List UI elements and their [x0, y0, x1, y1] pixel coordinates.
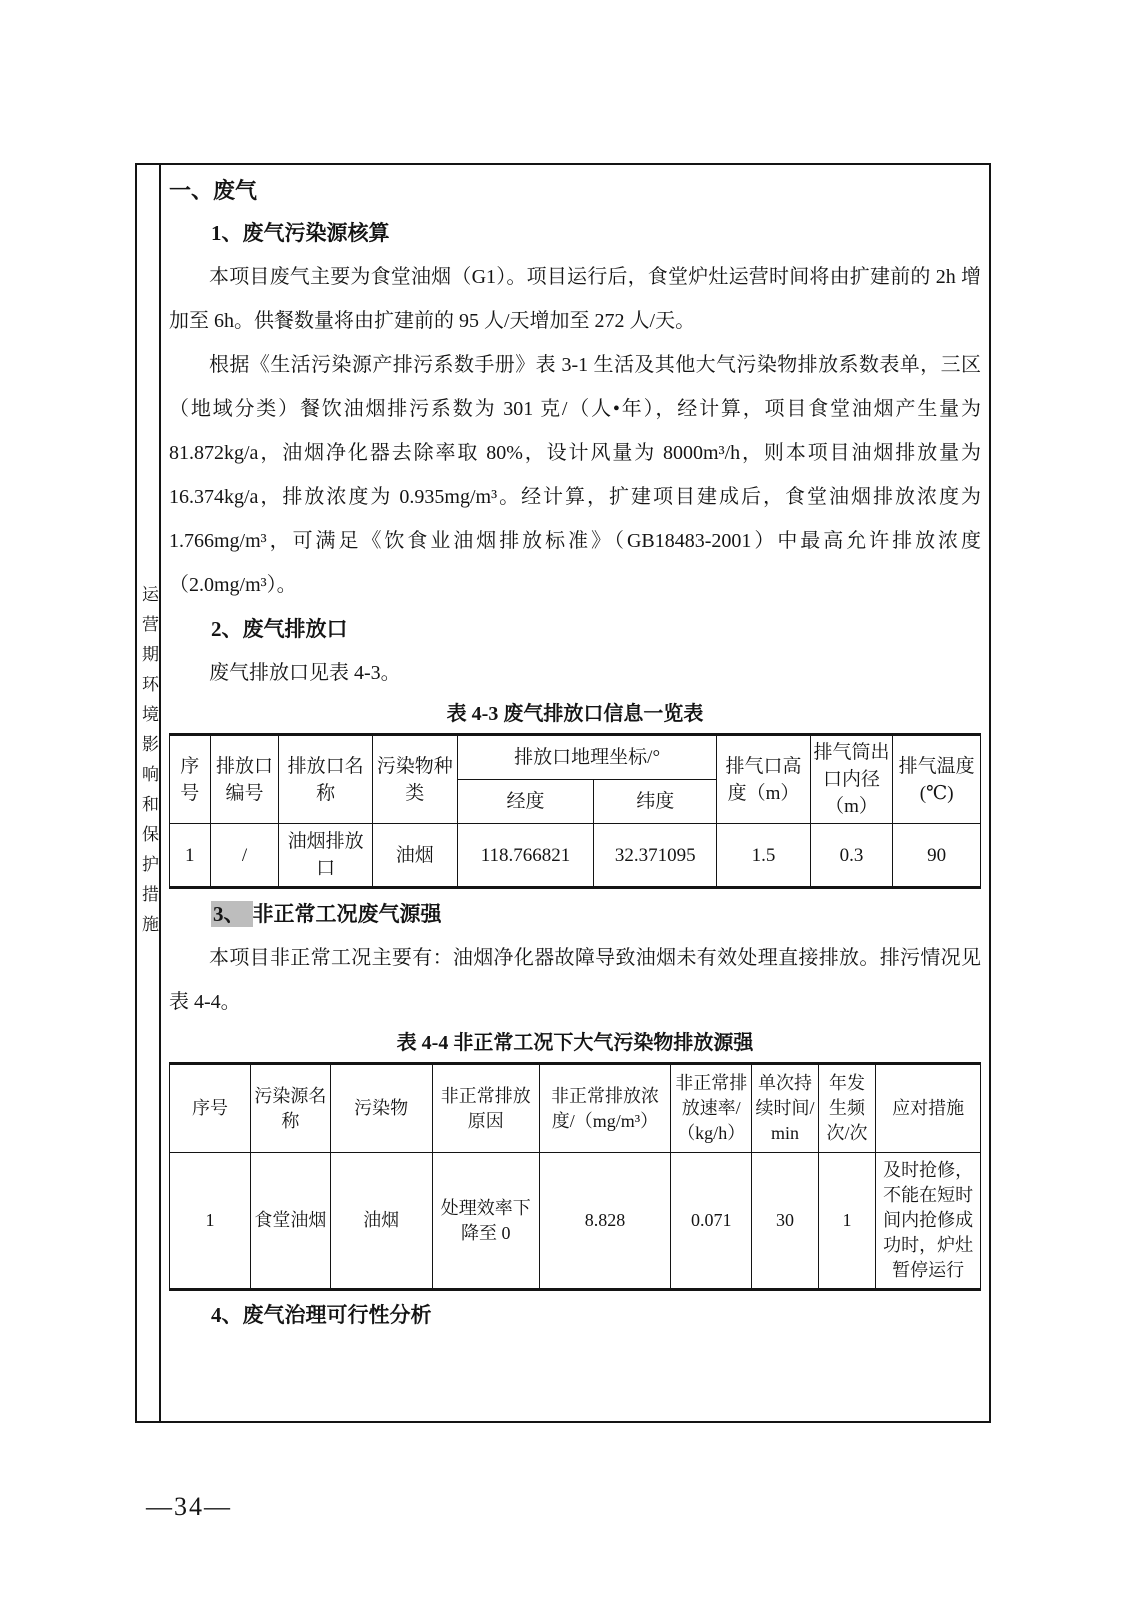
t44-header-abnormal-concentration: 非正常排放浓度/（mg/m³） [539, 1064, 670, 1153]
t43-cell-temperature: 90 [893, 824, 981, 888]
document-frame [135, 163, 991, 1423]
t44-cell-index: 1 [170, 1153, 251, 1290]
paragraph-project-overview: 本项目废气主要为食堂油烟（G1）。项目运行后，食堂炉灶运营时间将由扩建前的 2h 增加至 6h。供餐数量将由扩建前的 95 人/天增加至 272 人/天。 [169, 266, 981, 332]
t43-header-pollutant-type: 污染物种类 [372, 735, 457, 824]
t43-header-latitude: 纬度 [594, 780, 717, 824]
table-4-4-title: 表 4-4 非正常工况下大气污染物排放源强 [396, 1032, 754, 1054]
sidebar-strip [137, 165, 161, 1421]
t44-cell-abnormal-concentration: 8.828 [539, 1153, 670, 1290]
t43-cell-index: 1 [170, 824, 211, 888]
t43-header-outlet-no: 排放口编号 [210, 735, 279, 824]
t44-cell-duration: 30 [752, 1153, 819, 1290]
t43-cell-outlet-no: / [210, 824, 279, 888]
t43-cell-longitude: 118.766821 [457, 824, 593, 888]
section-heading-waste-gas: 一、废气 [169, 178, 258, 203]
t44-cell-countermeasure: 及时抢修，不能在短时间内抢修成功时，炉灶暂停运行 [876, 1153, 981, 1290]
subsection-3-title-text: 非正常工况废气源强 [252, 902, 442, 926]
table-4-4-header-row [170, 1064, 981, 1153]
t44-header-abnormal-rate: 非正常排放速率/（kg/h） [671, 1064, 752, 1153]
subsection-2-heading: 2、废气排放口 [211, 617, 348, 641]
t43-header-temperature: 排气温度(℃) [893, 735, 981, 824]
paragraph-outlet-reference: 废气排放口见表 4-3。 [209, 662, 401, 684]
t44-cell-source-name: 食堂油烟 [251, 1153, 330, 1290]
t43-header-longitude: 经度 [457, 780, 593, 824]
t43-header-diameter: 排气筒出口内径（m） [810, 735, 893, 824]
paragraph-abnormal-condition: 本项目非正常工况主要有：油烟净化器故障导致油烟未有效处理直接排放。排污情况见表 4-4。 [169, 947, 981, 1013]
t43-header-index: 序号 [170, 735, 211, 824]
t44-cell-pollutant: 油烟 [330, 1153, 432, 1290]
subsection-3-number-highlight: 3、 [211, 901, 253, 927]
t44-header-countermeasure: 应对措施 [876, 1064, 981, 1153]
t44-header-index: 序号 [170, 1064, 251, 1153]
table-4-3-title: 表 4-3 废气排放口信息一览表 [446, 703, 704, 725]
t43-header-coordinates: 排放口地理坐标/° [457, 735, 717, 780]
t44-header-annual-frequency: 年发生频次/次 [818, 1064, 876, 1153]
t44-header-duration: 单次持续时间/min [752, 1064, 819, 1153]
t43-header-outlet-name: 排放口名称 [279, 735, 372, 824]
subsection-3-heading [169, 892, 981, 936]
t44-header-pollutant: 污染物 [330, 1064, 432, 1153]
page-number: —34— [146, 1492, 232, 1521]
t44-header-abnormal-cause: 非正常排放原因 [432, 1064, 539, 1153]
t43-header-height: 排气口高度（m） [717, 735, 810, 824]
table-4-3-header-row-1 [170, 735, 981, 780]
t43-cell-pollutant-type: 油烟 [372, 824, 457, 888]
table-4-4 [169, 1062, 981, 1291]
sidebar-vertical-label: 运营期环境影响和保护措施 [139, 585, 158, 945]
document-content [161, 165, 989, 1421]
table-4-4-data-row [170, 1153, 981, 1290]
t44-header-source-name: 污染源名称 [251, 1064, 330, 1153]
t43-cell-diameter: 0.3 [810, 824, 893, 888]
t43-cell-latitude: 32.371095 [594, 824, 717, 888]
t43-cell-outlet-name: 油烟排放口 [279, 824, 372, 888]
t44-cell-annual-frequency: 1 [818, 1153, 876, 1290]
subsection-1-heading: 1、废气污染源核算 [211, 221, 390, 245]
subsection-4-heading: 4、废气治理可行性分析 [211, 1303, 432, 1327]
paragraph-emission-calculation: 根据《生活污染源产排污系数手册》表 3-1 生活及其他大气污染物排放系数表单，三区（地域分类）餐饮油烟排污系数为 301 克/（人•年），经计算，项目食堂油烟产生量为 81.872kg/a，油烟净化器去除率取 80%，设计风量为 8000m³/h，则本项目油烟排放量为 16.374kg/a，排放浓度为 0.935mg/m³。经计算，扩建项目建成后，食堂油烟排放浓度为 1.766mg/m³，可满足《饮食业油烟排放标准》（GB18483-2001）中最高允许排放浓度（2.0mg/m³）。 [169, 354, 981, 596]
t43-cell-height: 1.5 [717, 824, 810, 888]
t44-cell-abnormal-rate: 0.071 [671, 1153, 752, 1290]
t44-cell-abnormal-cause: 处理效率下降至 0 [432, 1153, 539, 1290]
table-4-3-data-row [170, 824, 981, 888]
table-4-3 [169, 733, 981, 889]
